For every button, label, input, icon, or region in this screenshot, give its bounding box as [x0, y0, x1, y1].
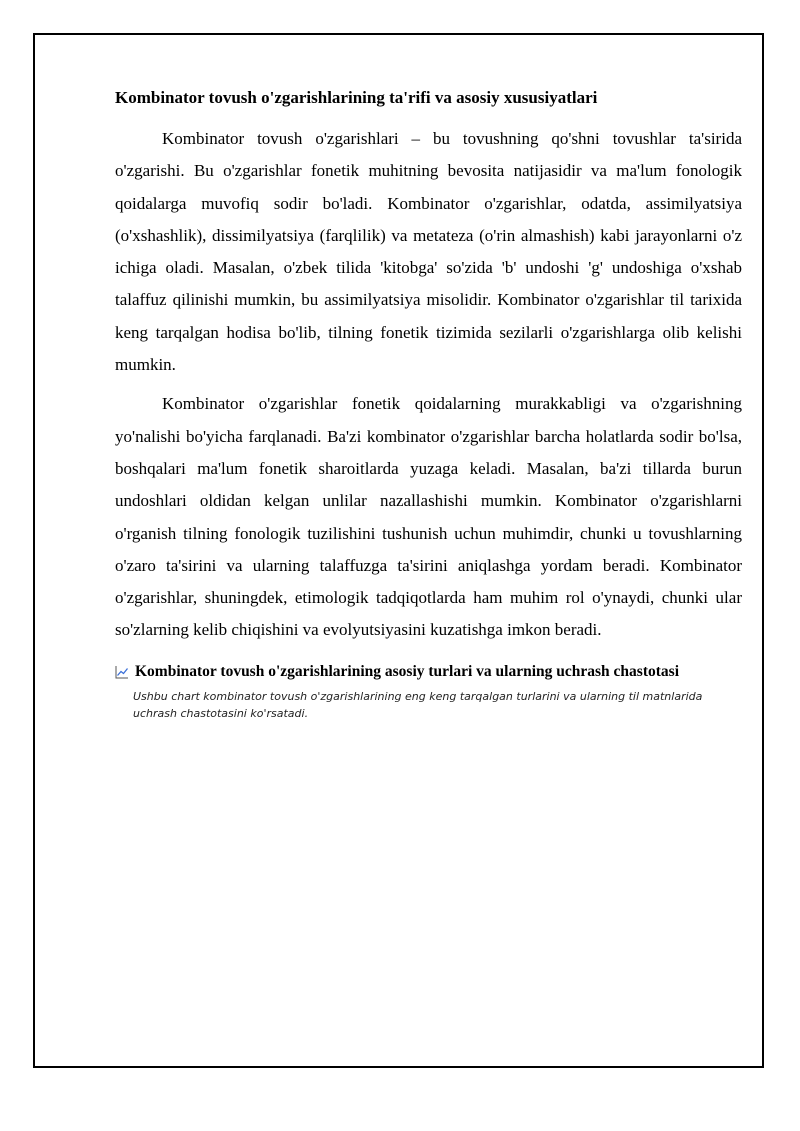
chart-line-icon	[115, 665, 129, 679]
chart-section	[115, 661, 742, 722]
section-heading: Kombinator tovush o'zgarishlarining ta'rifi va asosiy xususiyatlari	[115, 88, 598, 107]
paragraph-2: Kombinator o'zgarishlar fonetik qoidalarning murakkabligi va o'zgarishning yo'nalishi bo'yicha farqlanadi. Ba'zi kombinator o'zgarishlar barcha holatlarda sodir bo'lsa, boshqalari ma'lum fonetik sharoitlarda yuzaga keladi. Masalan, ba'zi tillarda burun undoshlari oldidan kelgan unlilar nazallashishi mumkin. Kombinator o'zgarishlarni o'rganish tilning fonologik tuzilishini tushunish uchun muhimdir, chunki u tovushlarning o'zaro ta'sirini va ularning talaffuzga ta'sirini aniqlashga yordam beradi. Kombinator o'zgarishlar, shuningdek, etimologik tadqiqotlarda ham muhim rol o'ynaydi, chunki ular so'zlarning kelib chiqishini va evolyutsiyasini kuzatishga imkon beradi.	[115, 394, 742, 640]
chart-title: Kombinator tovush o'zgarishlarining asosiy turlari va ularning uchrash chastotasi	[135, 662, 679, 680]
chart-description: Ushbu chart kombinator tovush o'zgarishlarining eng keng tarqalgan turlarini va ularning til matnlarida uchrash chastotasini ko'rsatadi.	[133, 689, 703, 720]
paragraph-1: Kombinator tovush o'zgarishlari – bu tovushning qo'shni tovushlar ta'sirida o'zgarishi. Bu o'zgarishlar fonetik muhitning bevosita natijasidir va ma'lum fonologik qoidalarga muvofiq sodir bo'ladi. Kombinator o'zgarishlar, odatda, assimilyatsiya (o'xshashlik), dissimilyatsiya (farqlilik) va metateza (o'rin almashish) kabi jarayonlarni o'z ichiga oladi. Masalan, o'zbek tilida 'kitobga' so'zida 'b' undoshi 'g' undoshiga o'xshab talaffuz qilinishi mumkin, bu assimilyatsiya misolidir. Kombinator o'zgarishlar til tarixida keng tarqalgan hodisa bo'lib, tilning fonetik tizimida sezilarli o'zgarishlarga olib kelishi mumkin.	[115, 129, 742, 375]
chart-title-row	[115, 661, 742, 683]
document-content	[115, 86, 742, 722]
